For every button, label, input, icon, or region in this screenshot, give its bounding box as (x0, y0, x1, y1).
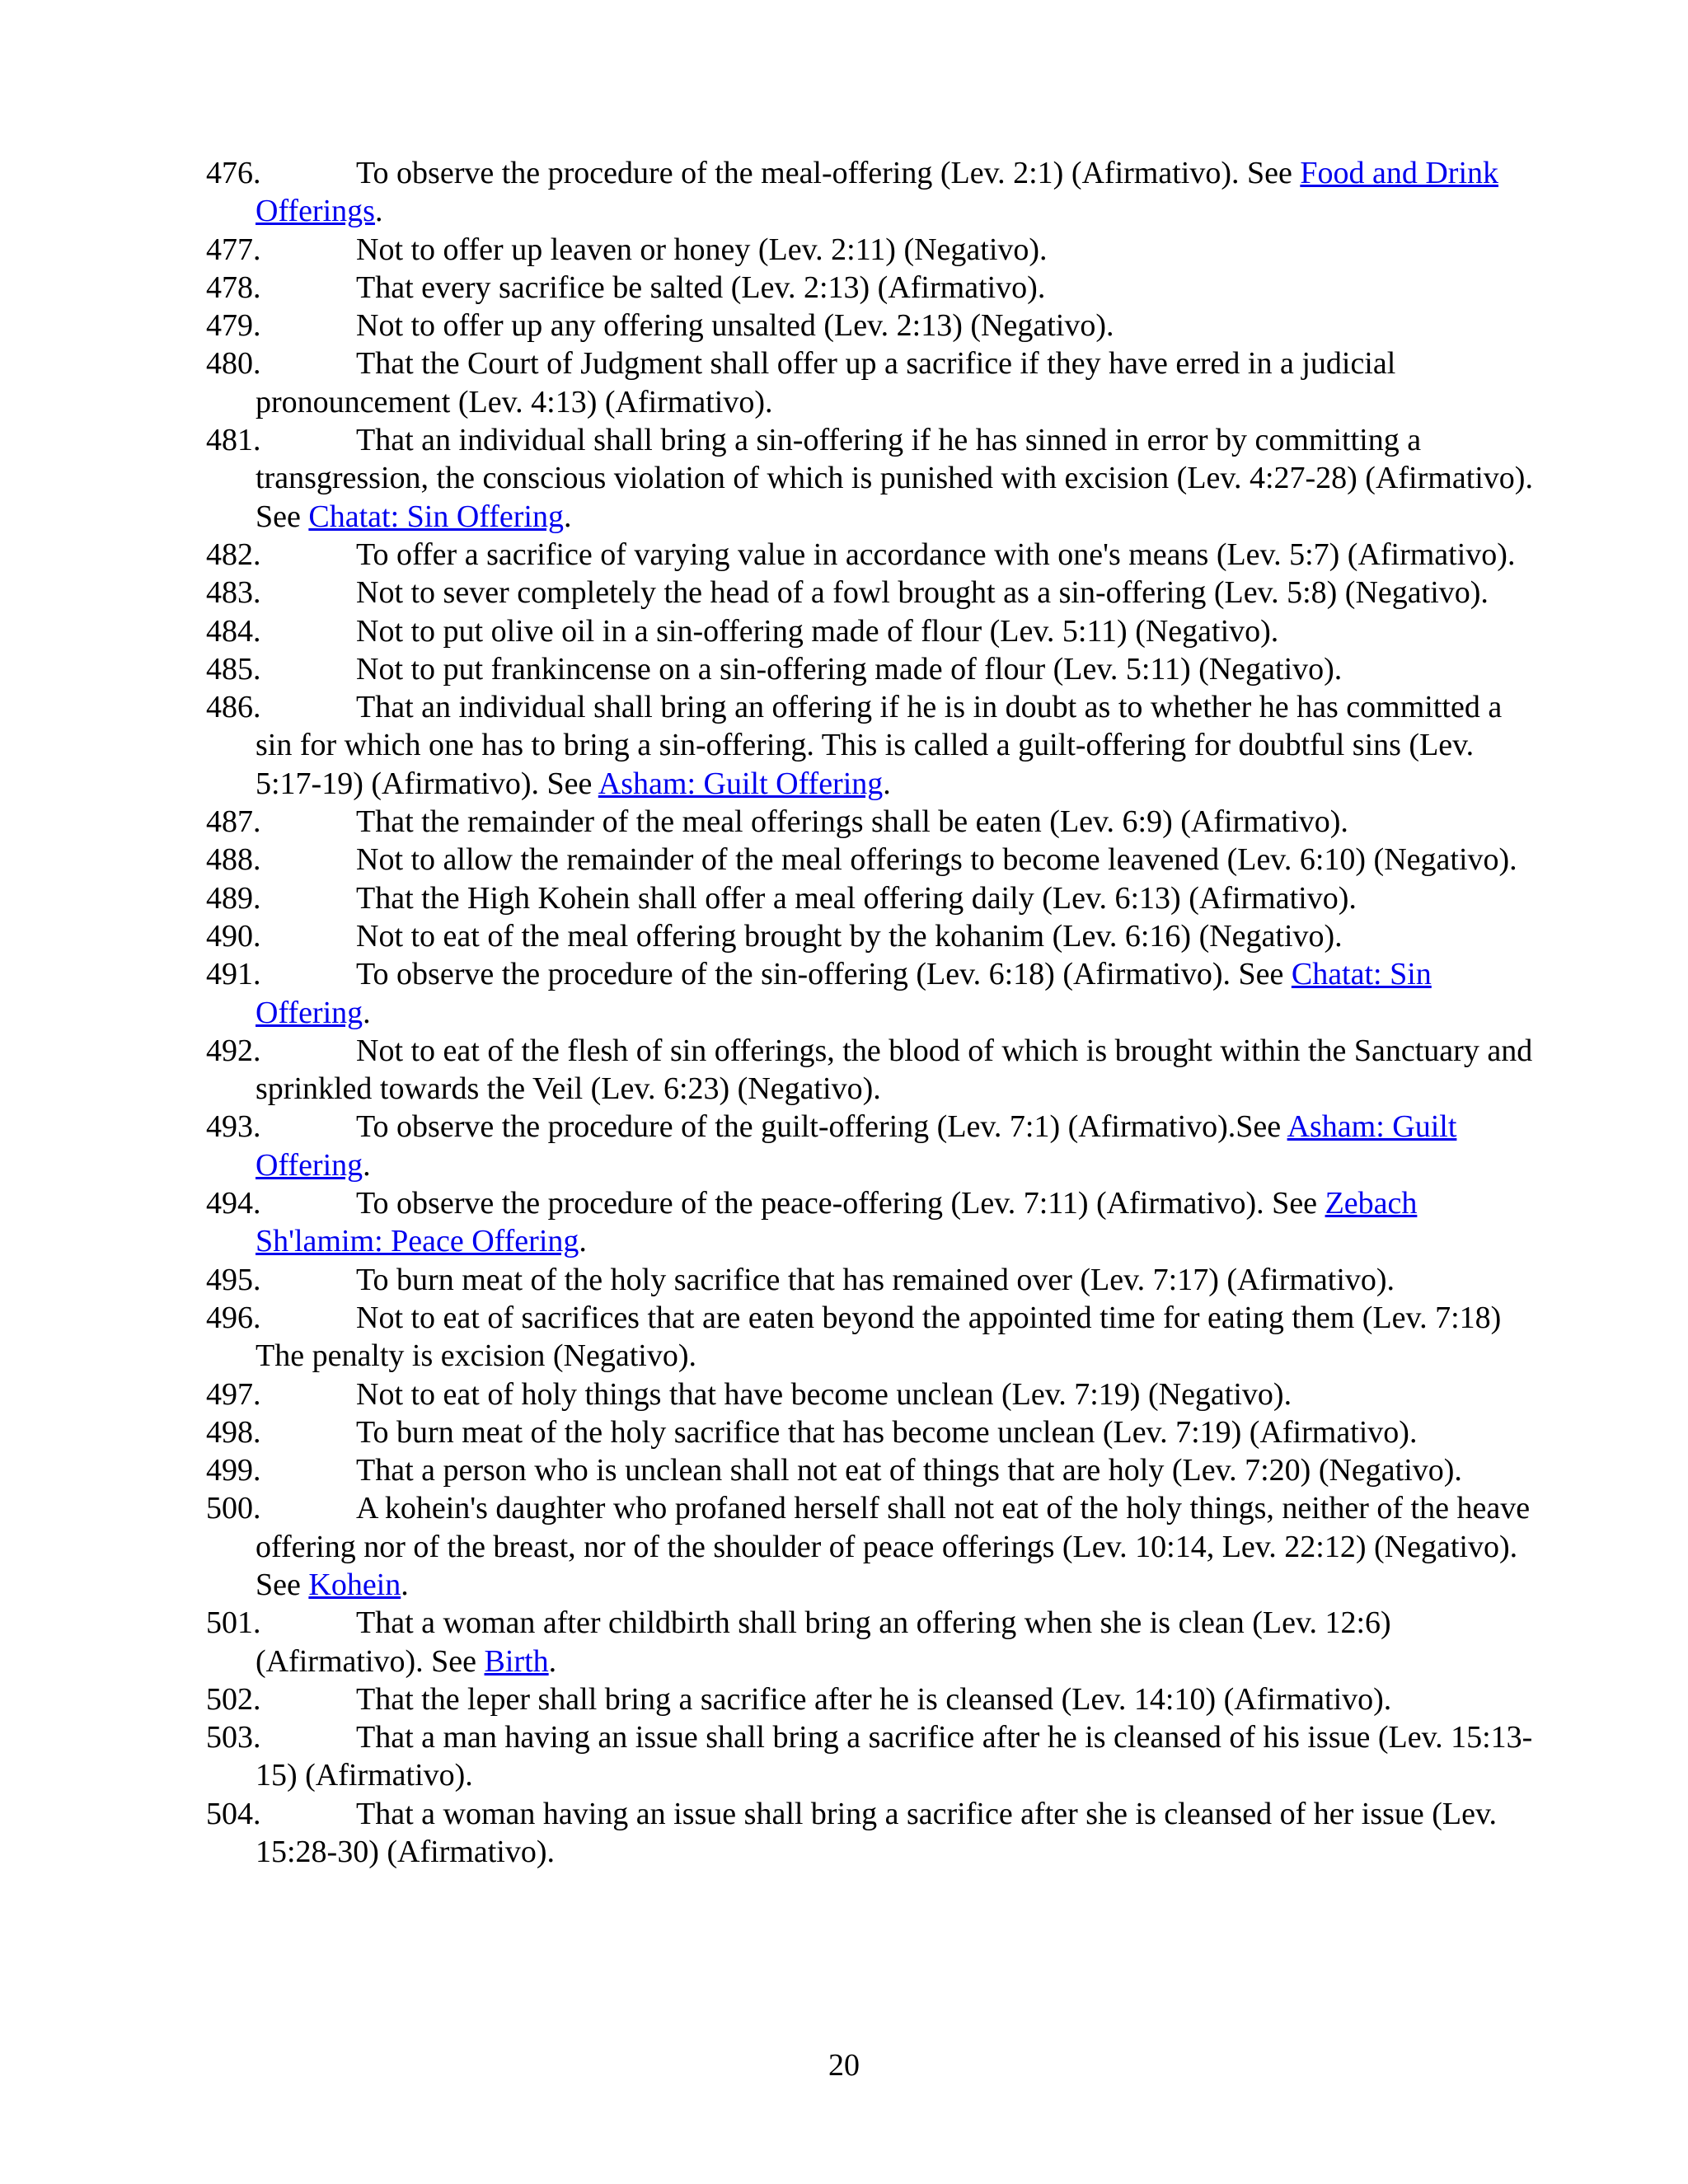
list-item (206, 154, 1541, 231)
item-number: 496. (206, 1300, 261, 1335)
item-number: 492. (206, 1033, 261, 1068)
item-text: That a woman having an issue shall bring a sacrifice after she is cleansed of her issue (Lev. 15:28-30) (Afirmativo). (256, 1796, 1498, 1870)
item-number: 493. (206, 1109, 261, 1145)
list-item (206, 536, 1541, 574)
list-item (206, 1376, 1541, 1413)
item-number: 502. (206, 1681, 261, 1717)
item-text: Not to put frankincense on a sin-offering made of flour (Lev. 5:11) (Negativo). (356, 651, 1343, 687)
list-item (206, 841, 1541, 879)
item-number: 485. (206, 651, 261, 687)
list-item (206, 1680, 1541, 1718)
page-number: 20 (828, 2048, 860, 2083)
reference-link[interactable]: Birth (484, 1643, 549, 1679)
item-text: That an individual shall bring an offering if he is in doubt as to whether he has committed a sin for which one has to bring a sin-offering. This is called a guilt-offering for doubtful sins (Lev. 5:17-19) (Afirmativo). See (256, 690, 1503, 801)
item-punctuation: . (363, 1147, 371, 1183)
item-text: Not to offer up leaven or honey (Lev. 2:11) (Negativo). (356, 232, 1048, 267)
item-punctuation: . (579, 1224, 587, 1259)
list-item (206, 879, 1541, 917)
item-number: 498. (206, 1414, 261, 1450)
item-text: To observe the procedure of the meal-offering (Lev. 2:1) (Afirmativo). See (356, 156, 1301, 190)
item-number: 494. (206, 1186, 261, 1221)
list-item (206, 1451, 1541, 1489)
list-item (206, 1108, 1541, 1184)
list-item (206, 344, 1541, 421)
reference-link[interactable]: Zebach Sh'lamim: Peace Offering (256, 1186, 1418, 1259)
item-text: That the remainder of the meal offerings shall be eaten (Lev. 6:9) (Afirmativo). (356, 804, 1348, 840)
item-text: To observe the procedure of the sin-offering (Lev. 6:18) (Afirmativo). See (356, 957, 1292, 992)
item-text: That every sacrifice be salted (Lev. 2:13) (Afirmativo). (356, 269, 1046, 305)
item-text: To burn meat of the holy sacrifice that has remained over (Lev. 7:17) (Afirmativo). (356, 1262, 1395, 1297)
item-number: 476. (206, 156, 261, 190)
item-text: Not to offer up any offering unsalted (Lev. 2:13) (Negativo). (356, 308, 1114, 344)
list-item (206, 307, 1541, 344)
item-number: 497. (206, 1376, 261, 1412)
item-number: 488. (206, 842, 261, 878)
reference-link[interactable]: Chatat: Sin Offering (308, 499, 564, 534)
list-item (206, 1413, 1541, 1451)
item-text: Not to sever completely the head of a fowl brought as a sin-offering (Lev. 5:8) (Negativo). (356, 575, 1489, 611)
item-number: 477. (206, 232, 261, 267)
list-item (206, 1299, 1541, 1376)
list-item (206, 650, 1541, 688)
list-item (206, 1489, 1541, 1604)
item-number: 481. (206, 423, 261, 458)
item-text: Not to put olive oil in a sin-offering made of flour (Lev. 5:11) (Negativo). (356, 613, 1279, 649)
item-text: Not to eat of the flesh of sin offerings, the blood of which is brought within the Sanctuary and sprinkled towards the Veil (Lev. 6:23) (Negativo). (256, 1033, 1533, 1107)
item-number: 501. (206, 1605, 261, 1641)
item-punctuation: . (563, 499, 572, 534)
item-number: 478. (206, 269, 261, 305)
list-item (206, 269, 1541, 307)
item-number: 484. (206, 613, 261, 649)
item-punctuation: . (401, 1567, 409, 1602)
item-number: 486. (206, 690, 261, 725)
reference-link[interactable]: Asham: Guilt Offering (598, 766, 884, 801)
item-number: 499. (206, 1453, 261, 1488)
commandment-list (206, 154, 1541, 1871)
item-text: That the leper shall bring a sacrifice after he is cleansed (Lev. 14:10) (Afirmativo). (356, 1681, 1392, 1717)
item-number: 480. (206, 346, 261, 382)
item-number: 487. (206, 804, 261, 840)
item-punctuation: . (548, 1643, 557, 1679)
item-text: Not to allow the remainder of the meal offerings to become leavened (Lev. 6:10) (Negativo). (356, 842, 1517, 878)
item-number: 490. (206, 918, 261, 954)
item-number: 483. (206, 575, 261, 611)
item-text: That a woman after childbirth shall bring an offering when she is clean (Lev. 12:6) (Afirmativo). See (256, 1605, 1391, 1679)
list-item (206, 688, 1541, 803)
item-text: That a person who is unclean shall not eat of things that are holy (Lev. 7:20) (Negativo). (356, 1453, 1462, 1488)
item-text: To observe the procedure of the peace-offering (Lev. 7:11) (Afirmativo). See (356, 1186, 1325, 1221)
item-number: 503. (206, 1720, 261, 1755)
reference-link[interactable]: Asham: Guilt Offering (256, 1109, 1457, 1183)
item-text: Not to eat of the meal offering brought by the kohanim (Lev. 6:16) (Negativo). (356, 918, 1343, 954)
list-item (206, 1604, 1541, 1680)
item-text: Not to eat of holy things that have become unclean (Lev. 7:19) (Negativo). (356, 1376, 1292, 1412)
list-item (206, 1032, 1541, 1108)
item-text: To observe the procedure of the guilt-offering (Lev. 7:1) (Afirmativo).See (356, 1109, 1287, 1145)
item-number: 504. (206, 1796, 261, 1831)
list-item (206, 1184, 1541, 1261)
reference-link[interactable]: Chatat: Sin Offering (256, 957, 1432, 1030)
item-text: That the Court of Judgment shall offer up a sacrifice if they have erred in a judicial pronouncement (Lev. 4:13) (Afirmativo). (256, 346, 1396, 419)
item-text: That an individual shall bring a sin-offering if he has sinned in error by committing a transgression, the conscious violation of which is punished with excision (Lev. 4:27-28) (Afirmativo). See (256, 423, 1533, 534)
item-number: 479. (206, 308, 261, 344)
list-item (206, 574, 1541, 612)
item-number: 495. (206, 1262, 261, 1297)
item-punctuation: . (363, 995, 371, 1030)
item-number: 489. (206, 880, 261, 916)
list-item (206, 1261, 1541, 1299)
item-text: That the High Kohein shall offer a meal offering daily (Lev. 6:13) (Afirmativo). (356, 880, 1357, 916)
item-number: 482. (206, 537, 261, 572)
item-text: A kohein's daughter who profaned herself shall not eat of the holy things, neither of the heave offering nor of the breast, nor of the shoulder of peace offerings (Lev. 10:14, Lev. 22:12) (Negativo). See (256, 1491, 1531, 1602)
item-text: To burn meat of the holy sacrifice that has become unclean (Lev. 7:19) (Afirmativo). (356, 1414, 1418, 1450)
list-item (206, 421, 1541, 536)
list-item (206, 612, 1541, 650)
item-text: To offer a sacrifice of varying value in accordance with one's means (Lev. 5:7) (Afirmativo). (356, 537, 1516, 572)
list-item (206, 1795, 1541, 1872)
item-punctuation: . (374, 194, 383, 229)
reference-link[interactable]: Kohein (308, 1567, 401, 1602)
list-item (206, 231, 1541, 269)
list-item (206, 1718, 1541, 1795)
item-number: 500. (206, 1491, 261, 1526)
list-item (206, 803, 1541, 841)
item-punctuation: . (883, 766, 891, 801)
item-text: Not to eat of sacrifices that are eaten beyond the appointed time for eating them (Lev. 7:18) The penalty is excision (Negativo). (256, 1300, 1502, 1374)
item-text: That a man having an issue shall bring a sacrifice after he is cleansed of his issue (Lev. 15:13-15) (Afirmativo). (256, 1720, 1533, 1793)
list-item (206, 917, 1541, 955)
list-item (206, 955, 1541, 1032)
reference-link[interactable]: Food and Drink Offerings (256, 156, 1498, 229)
item-number: 491. (206, 957, 261, 992)
